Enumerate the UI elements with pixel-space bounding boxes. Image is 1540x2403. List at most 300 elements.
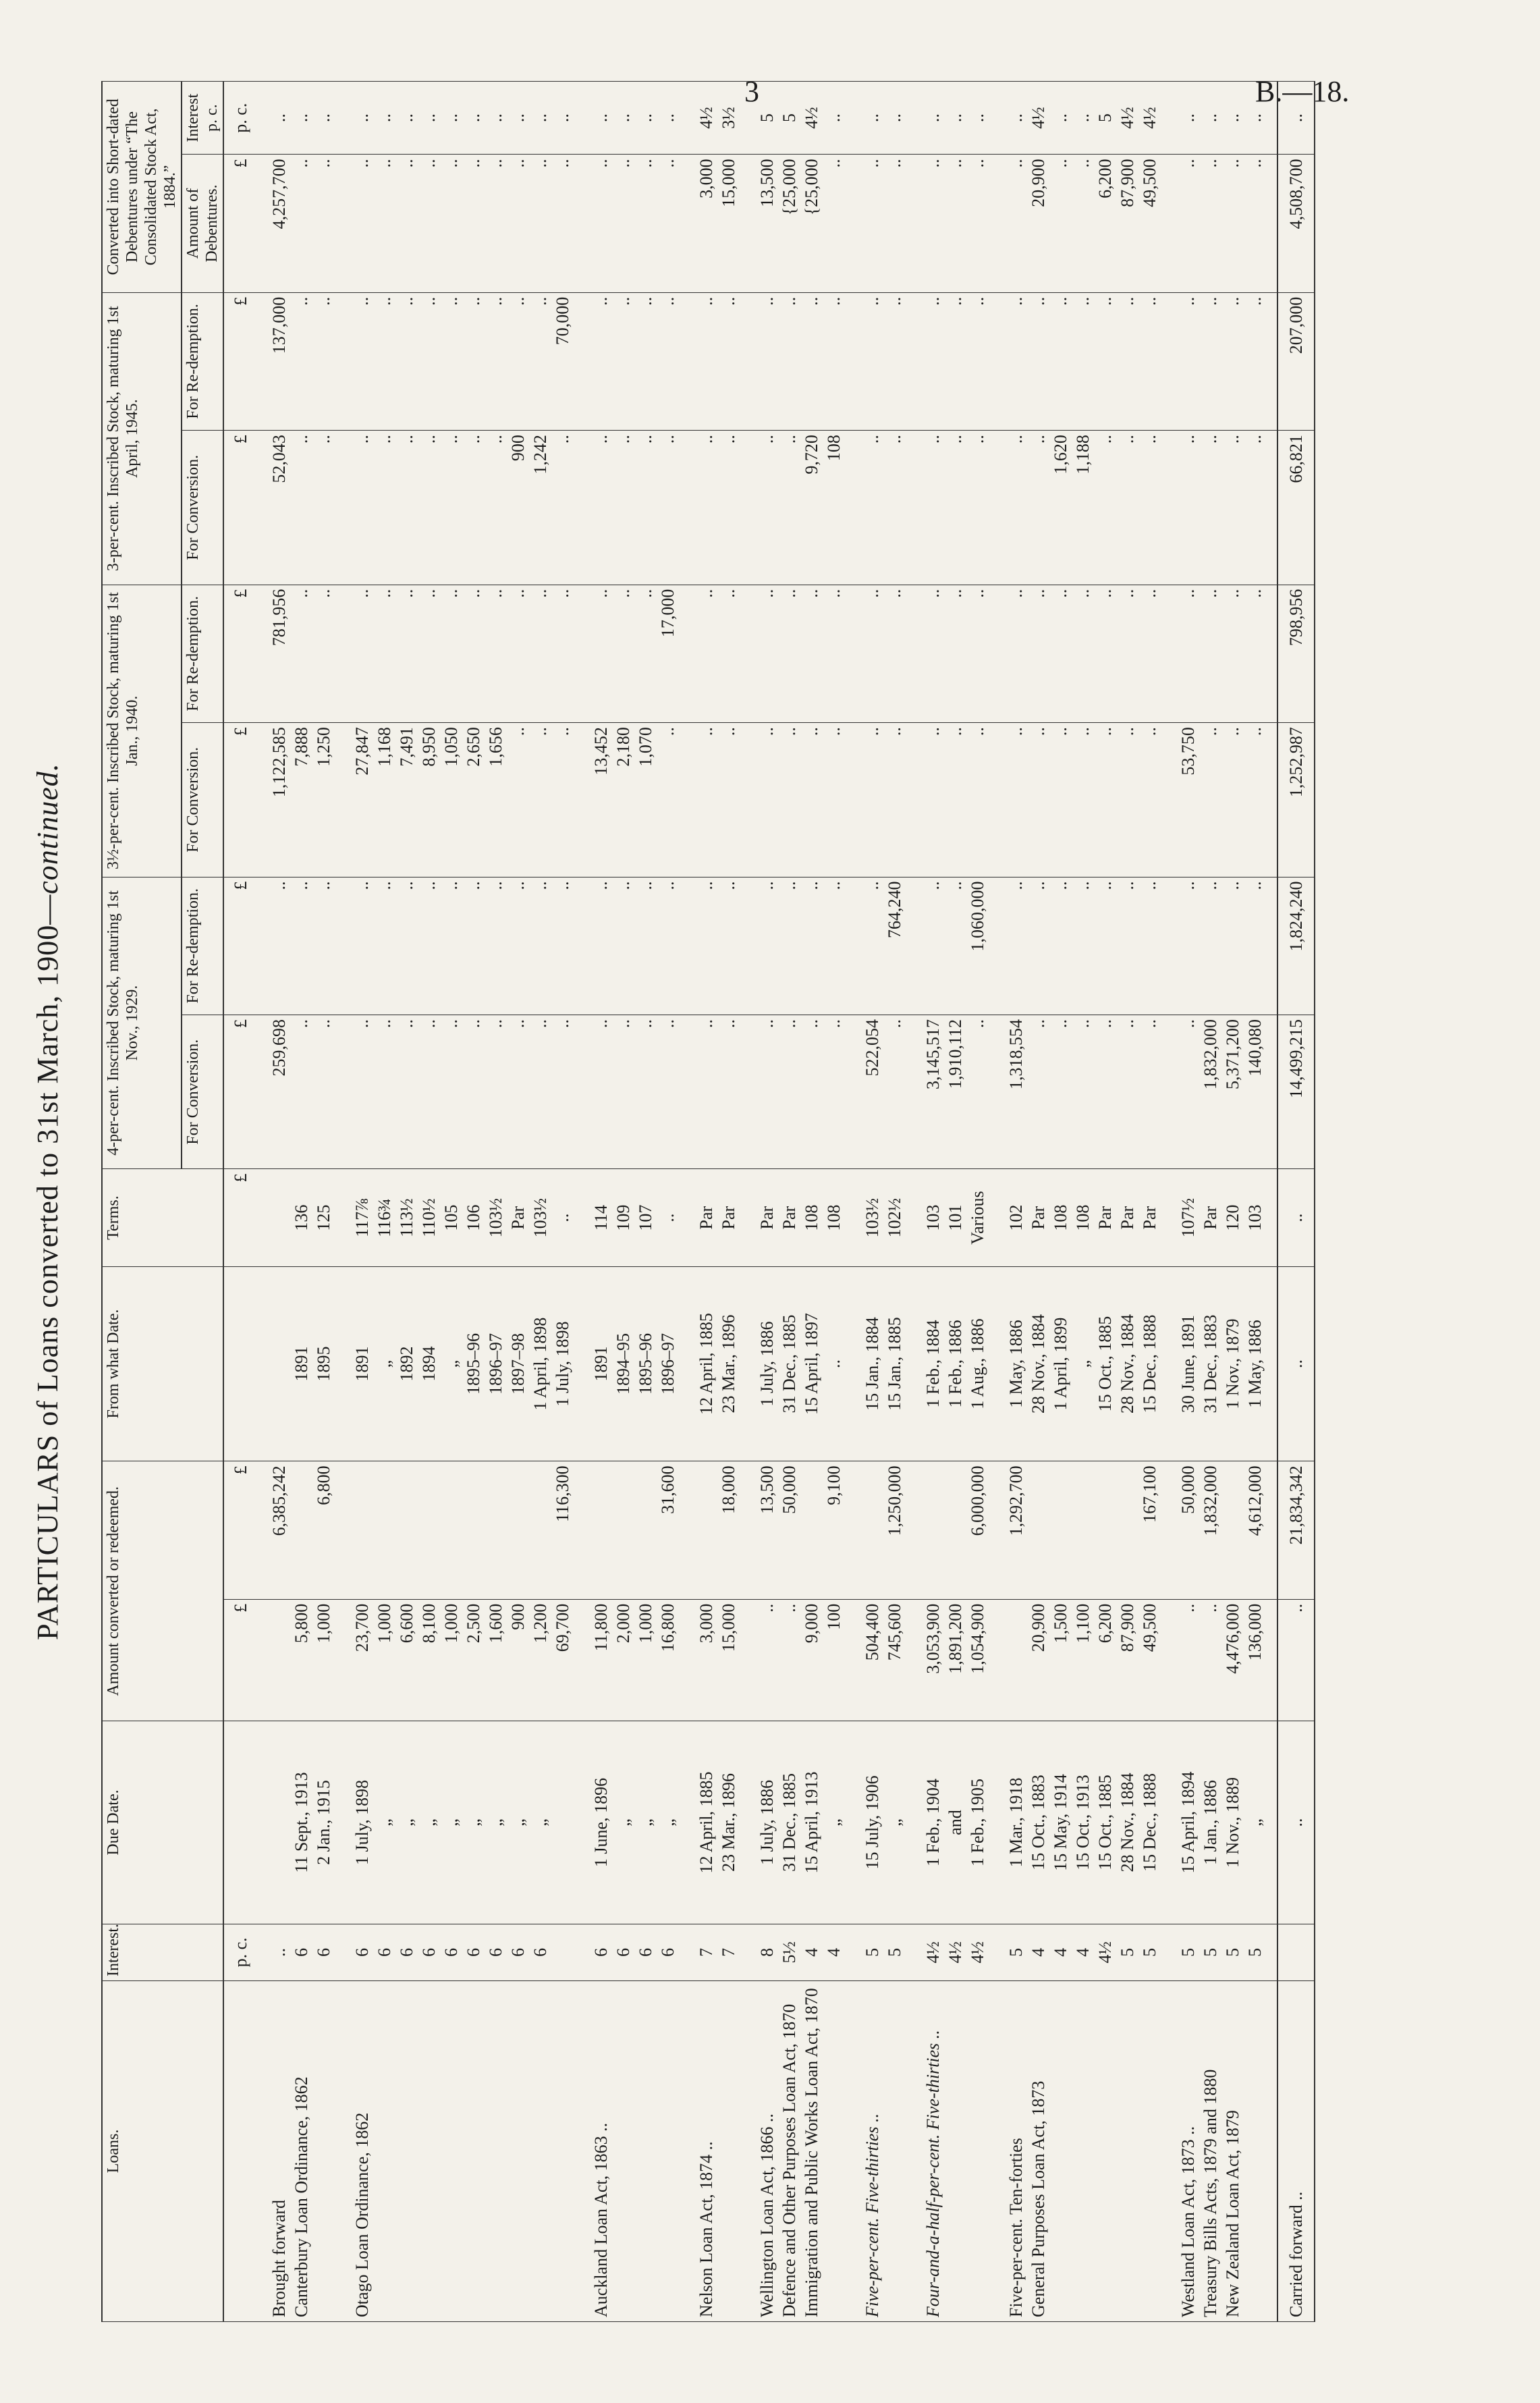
debenture-amount-cell <box>916 155 999 292</box>
interest-rate: 7 <box>719 1947 738 1957</box>
from-date: 1 July, 1886 <box>757 1321 777 1407</box>
s4-redemption: .. <box>419 881 439 890</box>
interest-rate: 4½ <box>968 1941 987 1964</box>
debenture-amount: .. <box>553 159 572 168</box>
s35-redemption: .. <box>591 589 611 598</box>
debenture-interest: 5 <box>1095 113 1115 123</box>
amount-total <box>373 1465 395 1594</box>
s4-redemption: .. <box>719 881 738 890</box>
header-debenture-amount: Amount of Debentures. <box>182 155 223 292</box>
amount-detail: 87,900 <box>1118 1603 1137 1652</box>
terms: Par <box>1201 1206 1220 1230</box>
totals-debentures: 4,508,700 <box>1277 155 1315 292</box>
s3-conversion: .. <box>1201 435 1220 444</box>
s3-conversion: .. <box>923 435 943 444</box>
s3-conversion: .. <box>696 435 716 444</box>
debenture-interest-cell <box>690 82 750 155</box>
terms: 103½ <box>486 1197 505 1238</box>
s4-redemption: .. <box>1118 881 1137 890</box>
debenture-amount: .. <box>486 159 505 168</box>
debenture-interest-cell <box>263 82 346 155</box>
s4-conversion-cell <box>346 1015 584 1168</box>
s35-conversion-cell <box>690 723 750 877</box>
table-header <box>102 82 223 2322</box>
debenture-interest: .. <box>553 113 572 123</box>
s3-conversion: .. <box>636 435 655 444</box>
header-debentures: Converted into Short-dated Debentures under “The Consolidated Stock Act, 1884.” <box>102 82 182 293</box>
from-date: 1 Nov., 1879 <box>1223 1318 1242 1409</box>
unit-pound: £ <box>223 292 263 430</box>
header-s3-redemption: For Re-demption. <box>182 292 223 430</box>
terms: .. <box>553 1213 572 1222</box>
terms-cell <box>750 1169 856 1266</box>
header-s35-conversion: For Conversion. <box>182 723 223 877</box>
s3-conversion: 1,188 <box>1073 435 1093 475</box>
due-date: „ <box>824 1818 844 1827</box>
debenture-interest: .. <box>1073 113 1093 123</box>
interest-rate-cell <box>999 1924 1172 1980</box>
s3-conversion: .. <box>885 435 904 444</box>
s4-redemption: .. <box>862 881 882 890</box>
debenture-amount: .. <box>1201 159 1220 168</box>
amount-detail: 504,400 <box>862 1603 882 1661</box>
s3-conversion: .. <box>719 435 738 444</box>
from-date: 1896–97 <box>658 1333 678 1395</box>
amount-detail: 1,000 <box>441 1603 461 1644</box>
s35-conversion: 1,070 <box>636 727 655 767</box>
s35-conversion: .. <box>923 727 943 736</box>
s35-conversion: .. <box>757 727 777 736</box>
amount-total <box>418 1465 440 1594</box>
interest-rate: 4½ <box>923 1941 943 1964</box>
amount-total-cell <box>263 1461 346 1599</box>
s35-conversion: 1,250 <box>314 727 333 767</box>
debenture-amount: .. <box>1073 159 1093 168</box>
s3-conversion-cell <box>584 431 690 585</box>
s3-redemption: .. <box>1118 296 1137 306</box>
s3-redemption-cell <box>999 292 1172 430</box>
interest-rate: 4 <box>1073 1947 1093 1957</box>
terms: 108 <box>802 1204 821 1231</box>
from-date: 1891 <box>292 1346 311 1382</box>
due-date: „ <box>375 1818 394 1827</box>
due-date: 1 Jan., 1886 <box>1201 1780 1220 1865</box>
s3-redemption: .. <box>591 296 611 306</box>
s4-conversion: .. <box>613 1019 633 1028</box>
s4-conversion: 1,318,554 <box>1006 1019 1026 1089</box>
amount-total: 1,292,700 <box>1006 1465 1026 1536</box>
debenture-interest: .. <box>352 113 372 123</box>
s4-redemption: .. <box>375 881 394 890</box>
s35-conversion: .. <box>1245 727 1265 736</box>
totals-s3-conversion: 66,821 <box>1277 431 1315 585</box>
s4-redemption: .. <box>945 881 965 890</box>
loan-group-row <box>856 82 916 2322</box>
amount-detail-cell <box>750 1599 856 1721</box>
s3-redemption: .. <box>486 296 505 306</box>
s3-redemption: .. <box>824 296 844 306</box>
due-date: „ <box>885 1818 904 1827</box>
debenture-amount: {25,000 <box>779 159 799 216</box>
amount-total <box>1049 1465 1072 1594</box>
amount-total <box>485 1465 507 1594</box>
debenture-amount: .. <box>862 159 882 168</box>
s35-redemption: .. <box>292 589 311 598</box>
from-date: 1892 <box>397 1346 416 1382</box>
s35-conversion: .. <box>553 727 572 736</box>
debenture-interest-cell <box>856 82 916 155</box>
from-date: 1 May, 1886 <box>1245 1320 1265 1408</box>
s4-conversion: .. <box>885 1019 904 1028</box>
interest-rate: 6 <box>591 1947 611 1957</box>
amount-detail: 1,200 <box>530 1603 550 1644</box>
amount-total: 1,832,000 <box>1201 1465 1220 1536</box>
terms: 109 <box>613 1204 633 1231</box>
s4-conversion: .. <box>802 1019 821 1028</box>
s4-redemption: 1,060,000 <box>968 881 987 952</box>
s4-conversion: .. <box>464 1019 483 1028</box>
unit-pc: p. c. <box>223 1924 263 1980</box>
interest-rate-cell <box>690 1924 750 1980</box>
terms: 108 <box>1051 1204 1070 1231</box>
s35-redemption: .. <box>1140 589 1159 598</box>
s3-redemption: .. <box>441 296 461 306</box>
s35-conversion: 27,847 <box>352 727 372 776</box>
terms: 102½ <box>885 1197 904 1238</box>
interest-rate: 4½ <box>1095 1941 1115 1964</box>
amount-total: 9,100 <box>824 1465 844 1505</box>
s35-conversion: .. <box>945 727 965 736</box>
s3-redemption-cell <box>1172 292 1277 430</box>
s4-conversion: .. <box>1028 1019 1048 1028</box>
interest-rate: 4 <box>824 1947 844 1957</box>
unit-pound: £ <box>223 1169 263 1266</box>
debenture-amount: .. <box>375 159 394 168</box>
s4-redemption-cell <box>1172 877 1277 1015</box>
title-suffix: continued. <box>31 763 64 894</box>
due-date-cell <box>690 1721 750 1924</box>
s4-conversion: .. <box>352 1019 372 1028</box>
from-date: 1 Feb., 1884 <box>923 1320 943 1408</box>
amount-detail: .. <box>779 1603 799 1613</box>
s3-conversion: .. <box>352 435 372 444</box>
s3-redemption: .. <box>1006 296 1026 306</box>
from-date: 15 Jan., 1885 <box>885 1317 904 1411</box>
terms: Par <box>1095 1206 1115 1230</box>
interest-rate: 5 <box>1140 1947 1159 1957</box>
interest-rate: 5 <box>885 1947 904 1957</box>
s4-redemption: .. <box>824 881 844 890</box>
from-date-cell <box>346 1266 584 1461</box>
totals-s3-redemption: 207,000 <box>1277 292 1315 430</box>
debenture-amount: .. <box>1006 159 1026 168</box>
from-date-cell <box>263 1266 346 1461</box>
from-date: 31 Dec., 1883 <box>1201 1314 1220 1413</box>
amount-detail-cell <box>999 1599 1172 1721</box>
s4-redemption-cell <box>346 877 584 1015</box>
s35-redemption: .. <box>885 589 904 598</box>
terms: .. <box>658 1213 678 1222</box>
debenture-interest: 3½ <box>719 107 738 129</box>
from-date-cell <box>690 1266 750 1461</box>
debenture-interest: .. <box>591 113 611 123</box>
s4-conversion: .. <box>968 1019 987 1028</box>
s35-redemption: .. <box>352 589 372 598</box>
s3-conversion-cell <box>346 431 584 585</box>
loan-name: Defence and Other Purposes Loan Act, 1870 <box>779 2003 799 2317</box>
s35-conversion: .. <box>1223 727 1242 736</box>
s4-conversion: .. <box>441 1019 461 1028</box>
s35-conversion: .. <box>824 727 844 736</box>
header-s35-redemption: For Re-demption. <box>182 585 223 722</box>
from-date: 1 May, 1886 <box>1006 1320 1026 1408</box>
s4-redemption: .. <box>1073 881 1093 890</box>
s35-conversion: 7,888 <box>292 727 311 767</box>
s3-redemption: .. <box>1178 296 1198 306</box>
due-date: 1 June, 1896 <box>591 1777 611 1868</box>
title-main: PARTICULARS of Loans converted to 31st March, 1900— <box>31 894 64 1640</box>
page-title <box>30 0 65 2403</box>
terms: 107½ <box>1178 1197 1198 1238</box>
due-date-cell <box>856 1721 916 1924</box>
due-date: „ <box>464 1818 483 1827</box>
terms: Par <box>1140 1206 1159 1230</box>
debenture-amount-cell <box>999 155 1172 292</box>
s3-redemption: 137,000 <box>269 296 289 354</box>
amount-total: 50,000 <box>1178 1465 1198 1514</box>
s35-conversion: 1,122,585 <box>269 727 289 798</box>
interest-rate: 6 <box>658 1947 678 1957</box>
debenture-interest: .. <box>968 113 987 123</box>
loan-name: Treasury Bills Acts, 1879 and 1880 <box>1201 2069 1220 2317</box>
s3-redemption: .. <box>464 296 483 306</box>
s35-conversion: .. <box>1051 727 1070 736</box>
totals-s35-conversion: 1,252,987 <box>1277 723 1315 877</box>
due-date: and <box>945 1810 965 1835</box>
debenture-interest: .. <box>508 113 528 123</box>
debenture-interest: .. <box>636 113 655 123</box>
s35-conversion: 1,656 <box>486 727 505 767</box>
s4-conversion: .. <box>375 1019 394 1028</box>
due-date-cell <box>584 1721 690 1924</box>
amount-detail <box>1005 1604 1027 1717</box>
s35-redemption: .. <box>1178 589 1198 598</box>
amount-detail: .. <box>757 1603 777 1613</box>
amount-total <box>1221 1465 1244 1594</box>
debenture-interest: .. <box>923 113 943 123</box>
s3-redemption: .. <box>508 296 528 306</box>
header-loans: Loans. <box>102 1980 223 2321</box>
s35-conversion: 1,168 <box>375 727 394 767</box>
amount-detail: 3,000 <box>696 1603 716 1644</box>
debenture-amount: 87,900 <box>1118 159 1137 207</box>
amount-detail: .. <box>1201 1603 1220 1613</box>
due-date-cell <box>750 1721 856 1924</box>
interest-rate: 6 <box>486 1947 505 1957</box>
s4-redemption: .. <box>508 881 528 890</box>
s4-redemption-cell <box>916 877 999 1015</box>
loan-name: Canterbury Loan Ordinance, 1862 <box>292 2076 311 2317</box>
s35-redemption: .. <box>824 589 844 598</box>
terms: 102 <box>1006 1204 1026 1231</box>
from-date: 1897–98 <box>508 1333 528 1395</box>
from-date: 1896–97 <box>486 1333 505 1395</box>
s35-redemption: 781,956 <box>269 589 289 647</box>
s3-conversion-cell <box>750 431 856 585</box>
debenture-amount: .. <box>464 159 483 168</box>
s35-redemption: .. <box>314 589 333 598</box>
s4-redemption: 764,240 <box>885 881 904 939</box>
due-date: 1 Feb., 1904 <box>923 1778 943 1866</box>
terms: 108 <box>1073 1204 1093 1231</box>
terms-cell <box>916 1169 999 1266</box>
debenture-interest: .. <box>269 113 289 123</box>
s3-conversion: .. <box>375 435 394 444</box>
due-date: 28 Nov., 1884 <box>1118 1773 1137 1872</box>
s4-redemption: .. <box>1051 881 1070 890</box>
amount-total: 4,612,000 <box>1245 1465 1265 1536</box>
s4-conversion-cell <box>584 1015 690 1168</box>
s4-redemption: .. <box>636 881 655 890</box>
interest-rate: 6 <box>508 1947 528 1957</box>
amount-detail: 1,891,200 <box>945 1603 965 1674</box>
due-date: „ <box>419 1818 439 1827</box>
interest-rate: 6 <box>375 1947 394 1957</box>
s4-redemption: .. <box>269 881 289 890</box>
s3-redemption: .. <box>696 296 716 306</box>
interest-rate: 4 <box>1028 1947 1048 1957</box>
s35-redemption: .. <box>1051 589 1070 598</box>
s3-redemption: .. <box>292 296 311 306</box>
amount-detail: 1,600 <box>486 1603 505 1644</box>
s4-conversion: .. <box>292 1019 311 1028</box>
debenture-interest: .. <box>1223 113 1242 123</box>
s3-conversion: .. <box>1178 435 1198 444</box>
loan-name-cell <box>856 1980 916 2321</box>
amount-detail: 3,053,900 <box>923 1603 943 1674</box>
s3-conversion: 900 <box>508 435 528 462</box>
s4-redemption: .. <box>486 881 505 890</box>
totals-label: Carried forward .. <box>1277 1980 1315 2321</box>
amount-total: 31,600 <box>658 1465 678 1514</box>
terms-cell <box>584 1169 690 1266</box>
loan-name: Auckland Loan Act, 1863 .. <box>591 2122 611 2317</box>
s3-conversion: .. <box>862 435 882 444</box>
loan-name: Four-and-a-half-per-cent. Five-thirties .. <box>923 2030 943 2317</box>
s35-conversion: .. <box>968 727 987 736</box>
interest-rate-cell <box>1172 1924 1277 1980</box>
loan-name: Five-per-cent. Ten-forties <box>1006 2138 1026 2317</box>
from-date: 28 Nov., 1884 <box>1118 1314 1137 1414</box>
interest-rate-cell <box>750 1924 856 1980</box>
totals-row <box>1277 82 1315 2322</box>
debenture-interest: .. <box>885 113 904 123</box>
s35-conversion: .. <box>1201 727 1220 736</box>
debenture-amount: .. <box>314 159 333 168</box>
s35-conversion: .. <box>1095 727 1115 736</box>
amount-total-cell <box>916 1461 999 1599</box>
s35-conversion-cell <box>263 723 346 877</box>
due-date: 23 Mar., 1896 <box>719 1773 738 1872</box>
s35-redemption: .. <box>923 589 943 598</box>
s3-redemption: .. <box>419 296 439 306</box>
s3-conversion: 1,242 <box>530 435 550 475</box>
s35-conversion-cell <box>916 723 999 877</box>
amount-detail: 1,000 <box>314 1603 333 1644</box>
s3-conversion: .. <box>613 435 633 444</box>
s3-redemption: .. <box>1140 296 1159 306</box>
interest-rate-cell <box>916 1924 999 1980</box>
s4-redemption: .. <box>658 881 678 890</box>
s35-conversion-cell <box>584 723 690 877</box>
debenture-amount: .. <box>441 159 461 168</box>
amount-total <box>395 1465 418 1594</box>
s3-conversion: .. <box>945 435 965 444</box>
from-date: „ <box>1073 1359 1093 1368</box>
debenture-interest-cell <box>584 82 690 155</box>
header-stock-3-5pc: 3½-per-cent. Inscribed Stock, maturing 1st Jan., 1940. <box>102 585 182 877</box>
debenture-amount: .. <box>1245 159 1265 168</box>
terms: 108 <box>824 1204 844 1231</box>
unit-pound: £ <box>223 155 263 292</box>
amount-detail: 4,476,000 <box>1223 1603 1242 1674</box>
s35-conversion: .. <box>719 727 738 736</box>
loan-name: Immigration and Public Works Loan Act, 1870 <box>802 1988 821 2317</box>
amount-total-cell <box>346 1461 584 1599</box>
terms-cell <box>999 1169 1172 1266</box>
debenture-interest: .. <box>1006 113 1026 123</box>
amount-total <box>800 1465 823 1594</box>
amount-detail: 16,800 <box>658 1603 678 1652</box>
debenture-interest: .. <box>862 113 882 123</box>
from-date: 1 April, 1898 <box>530 1317 550 1411</box>
s4-redemption: .. <box>464 881 483 890</box>
interest-rate: 6 <box>464 1947 483 1957</box>
s35-redemption: .. <box>1095 589 1115 598</box>
from-date: 1 July, 1898 <box>553 1321 572 1407</box>
amount-detail: 2,500 <box>464 1603 483 1644</box>
s3-conversion: .. <box>1223 435 1242 444</box>
s35-conversion: .. <box>1028 727 1048 736</box>
amount-total <box>944 1465 966 1594</box>
debenture-interest-cell <box>916 82 999 155</box>
debenture-interest: .. <box>441 113 461 123</box>
interest-rate: 4 <box>1051 1947 1070 1957</box>
due-date: 15 Oct., 1913 <box>1073 1775 1093 1870</box>
s3-conversion: .. <box>968 435 987 444</box>
debenture-amount: .. <box>636 159 655 168</box>
s35-conversion: .. <box>862 727 882 736</box>
from-date: 1 April, 1899 <box>1051 1317 1070 1411</box>
amount-detail: 100 <box>824 1603 844 1630</box>
unit-pound: £ <box>223 431 263 585</box>
debenture-interest: .. <box>530 113 550 123</box>
s3-redemption: .. <box>352 296 372 306</box>
debenture-amount: .. <box>352 159 372 168</box>
s4-conversion: .. <box>658 1019 678 1028</box>
debenture-amount: .. <box>923 159 943 168</box>
s35-conversion: .. <box>1118 727 1137 736</box>
s3-redemption: .. <box>757 296 777 306</box>
s4-redemption: .. <box>757 881 777 890</box>
from-date: 30 June, 1891 <box>1178 1314 1198 1413</box>
s3-conversion: .. <box>441 435 461 444</box>
s4-redemption: .. <box>923 881 943 890</box>
terms: 103 <box>1245 1204 1265 1231</box>
totals-from: .. <box>1277 1266 1315 1461</box>
s4-redemption: .. <box>314 881 333 890</box>
terms: 105 <box>441 1204 461 1231</box>
